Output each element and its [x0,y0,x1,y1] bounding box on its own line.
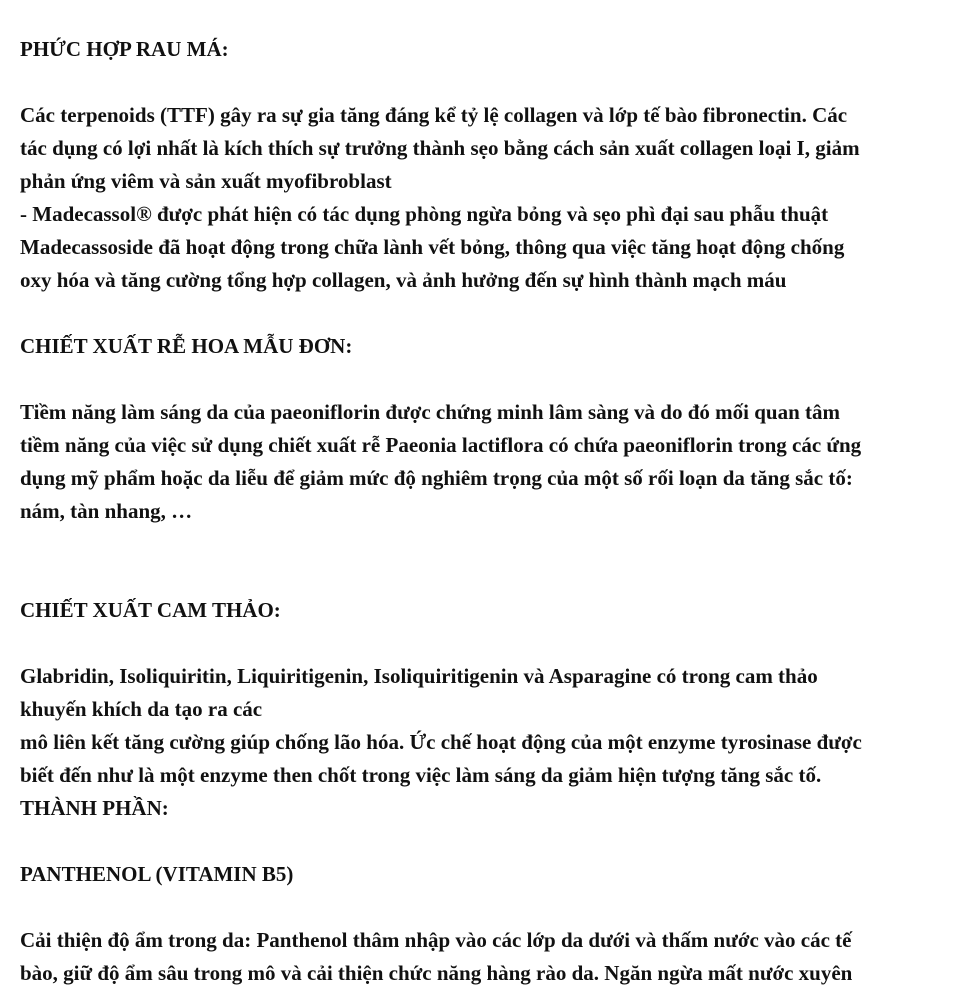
paragraph-hoa-mau-don [20,396,960,528]
heading-rau-ma: PHỨC HỢP RAU MÁ: [20,37,229,61]
text-line: mô liên kết tăng cường giúp chống lão hóa. Ức chế hoạt động của một enzyme tyrosinase được [20,730,862,754]
heading-hoa-mau-don: CHIẾT XUẤT RỄ HOA MẪU ĐƠN: [20,334,353,358]
spacer [20,528,960,561]
text-line: khuyến khích da tạo ra các [20,697,263,721]
text-line: oxy hóa và tăng cường tổng hợp collagen, và ảnh hưởng đến sự hình thành mạch máu [20,268,787,292]
text-line: phản ứng viêm và sản xuất myofibroblast [20,169,392,193]
heading-panthenol: PANTHENOL (VITAMIN B5) [20,862,294,886]
spacer [20,561,960,594]
spacer [20,891,960,924]
text-line: Tiềm năng làm sáng da của paeoniflorin được chứng minh lâm sàng và do đó mối quan tâm [20,400,841,424]
text-line: bào, giữ độ ẩm sâu trong mô và cải thiện chức năng hàng rào da. Ngăn ngừa mất nước xuyên [20,961,853,985]
spacer [20,66,960,99]
text-line: Các terpenoids (TTF) gây ra sự gia tăng đáng kể tỷ lệ collagen và lớp tế bào fibronectin. Các [20,103,848,127]
spacer [20,297,960,330]
text-line: tác dụng có lợi nhất là kích thích sự trưởng thành sẹo bằng cách sản xuất collagen loại I, giảm [20,136,860,160]
text-line: tiềm năng của việc sử dụng chiết xuất rễ Paeonia lactiflora có chứa paeoniflorin trong các ứng [20,433,862,457]
spacer [20,627,960,660]
text-line: biết đến như là một enzyme then chốt trong việc làm sáng da giảm hiện tượng tăng sắc tố. [20,763,822,787]
spacer [20,363,960,396]
text-line: Cải thiện độ ẩm trong da: Panthenol thâm nhập vào các lớp da dưới và thấm nước vào các tế [20,928,852,952]
text-line: dụng mỹ phẩm hoặc da liễu để giảm mức độ nghiêm trọng của một số rối loạn da tăng sắc tố: [20,466,853,490]
text-line: nám, tàn nhang, … [20,499,193,523]
paragraph-rau-ma [20,99,960,297]
text-line: Glabridin, Isoliquiritin, Liquiritigenin, Isoliquiritigenin và Asparagine có trong cam thảo [20,664,818,688]
paragraph-panthenol [20,924,960,990]
spacer [20,825,960,858]
text-line: Madecassoside đã hoạt động trong chữa lành vết bỏng, thông qua việc tăng hoạt động chống [20,235,845,259]
text-line: - Madecassol® được phát hiện có tác dụng phòng ngừa bỏng và sẹo phì đại sau phẫu thuật [20,202,829,226]
heading-cam-thao: CHIẾT XUẤT CAM THẢO: [20,598,281,622]
paragraph-cam-thao [20,660,960,792]
heading-thanh-phan: THÀNH PHẦN: [20,796,169,820]
